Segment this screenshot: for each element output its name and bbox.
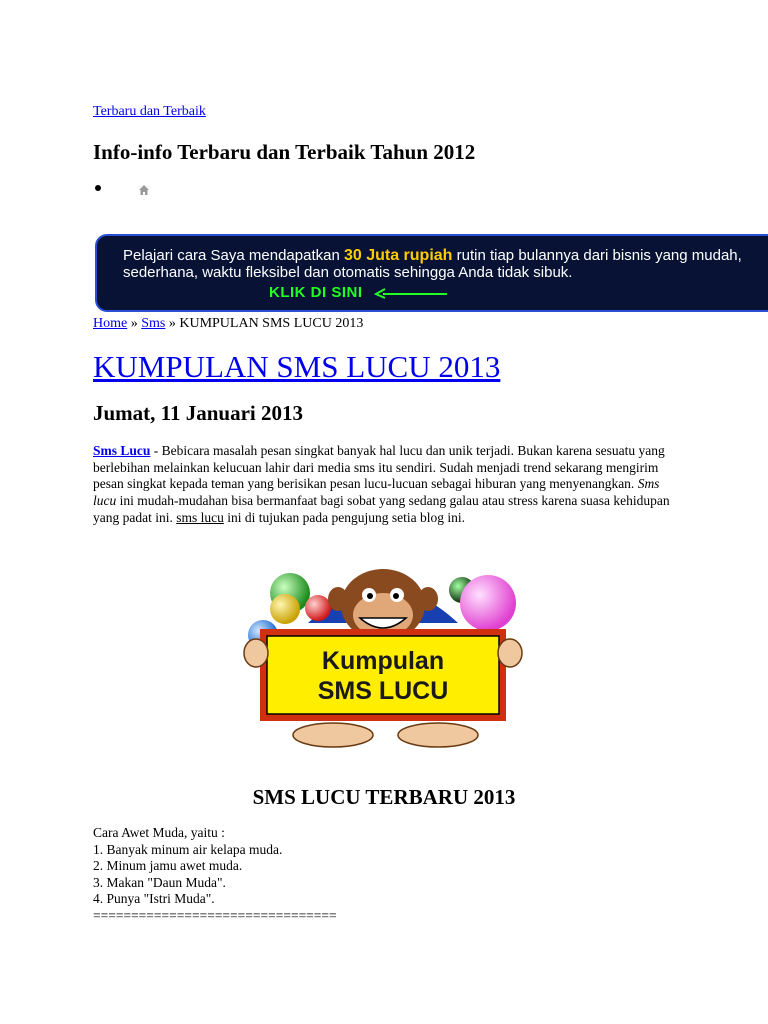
site-title-link[interactable]: Terbaru dan Terbaik — [93, 104, 206, 119]
site-description: Info-info Terbaru dan Terbaik Tahun 2012 — [93, 140, 476, 164]
ad-banner[interactable] — [95, 234, 768, 312]
image-sign-line-2: SMS LUCU — [317, 677, 449, 705]
section-heading: SMS LUCU TERBARU 2013 — [252, 785, 516, 809]
list-item: 4. Punya "Istri Muda". — [93, 891, 215, 906]
list-intro: Cara Awet Muda, yaitu : — [93, 825, 225, 840]
breadcrumb-separator: » — [127, 316, 142, 331]
breadcrumb-current: KUMPULAN SMS LUCU 2013 — [179, 316, 364, 331]
underlined-term: sms lucu — [176, 509, 224, 525]
separator-line: ================================ — [93, 907, 337, 923]
home-icon[interactable] — [138, 184, 150, 196]
label-link-sms-lucu[interactable]: Sms Lucu — [93, 443, 151, 458]
post-date: Jumat, 11 Januari 2013 — [93, 401, 304, 425]
list-item: 2. Minum jamu awet muda. — [93, 858, 243, 873]
breadcrumb-home[interactable]: Home — [93, 316, 128, 331]
post-title-link[interactable]: KUMPULAN SMS LUCU 2013 — [93, 349, 501, 384]
italic-term: Sms lucu — [93, 476, 660, 509]
breadcrumb-category[interactable]: Sms — [141, 316, 166, 331]
banner-highlight: 30 Juta rupiah — [343, 247, 453, 264]
list-item: 3. Makan "Daun Muda". — [93, 874, 226, 890]
kumpulan-sms-lucu-image — [238, 563, 528, 755]
list-item: 1. Banyak minum air kelapa muda. — [93, 841, 283, 857]
post-title — [93, 349, 500, 385]
sms-list — [93, 825, 337, 924]
nav-item-home[interactable] — [93, 178, 115, 198]
post-intro: Sms Lucu - Bebicara masalah pesan singkat banyak hal lucu dan unik terjadi. Bukan karena sesuatu yang berlebihan melainkan kelucuan lahir dari media sms itu sendiri. Sudah menjadi trend sekarang mengirim pesan singkat kepada teman yang berisikan pesan lucu-lucuan sebagai hiburan yang menyenangkan. Sms lucu ini mudah-mudahan bisa bermanfaat bagi sobat yang sedang galau atau stress karena suasa kehidupan yang padat ini. sms lucu ini di tujukan pada pengujung setia blog ini. — [93, 443, 670, 525]
banner-line-2: sederhana, waktu fleksibel dan otomatis sehingga Anda tidak sibuk. — [123, 264, 573, 281]
breadcrumb — [93, 316, 363, 332]
banner-line-1: Pelajari cara Saya mendapatkan 30 Juta rupiah rutin tiap bulannya dari bisnis yang mudah, — [123, 247, 742, 264]
banner-cta-button[interactable]: KLIK DI SINI — [269, 284, 363, 301]
arrow-left-icon — [373, 287, 449, 299]
breadcrumb-separator: » — [165, 316, 180, 331]
nav-menu — [93, 178, 115, 198]
image-sign-line-1: Kumpulan — [321, 647, 445, 675]
